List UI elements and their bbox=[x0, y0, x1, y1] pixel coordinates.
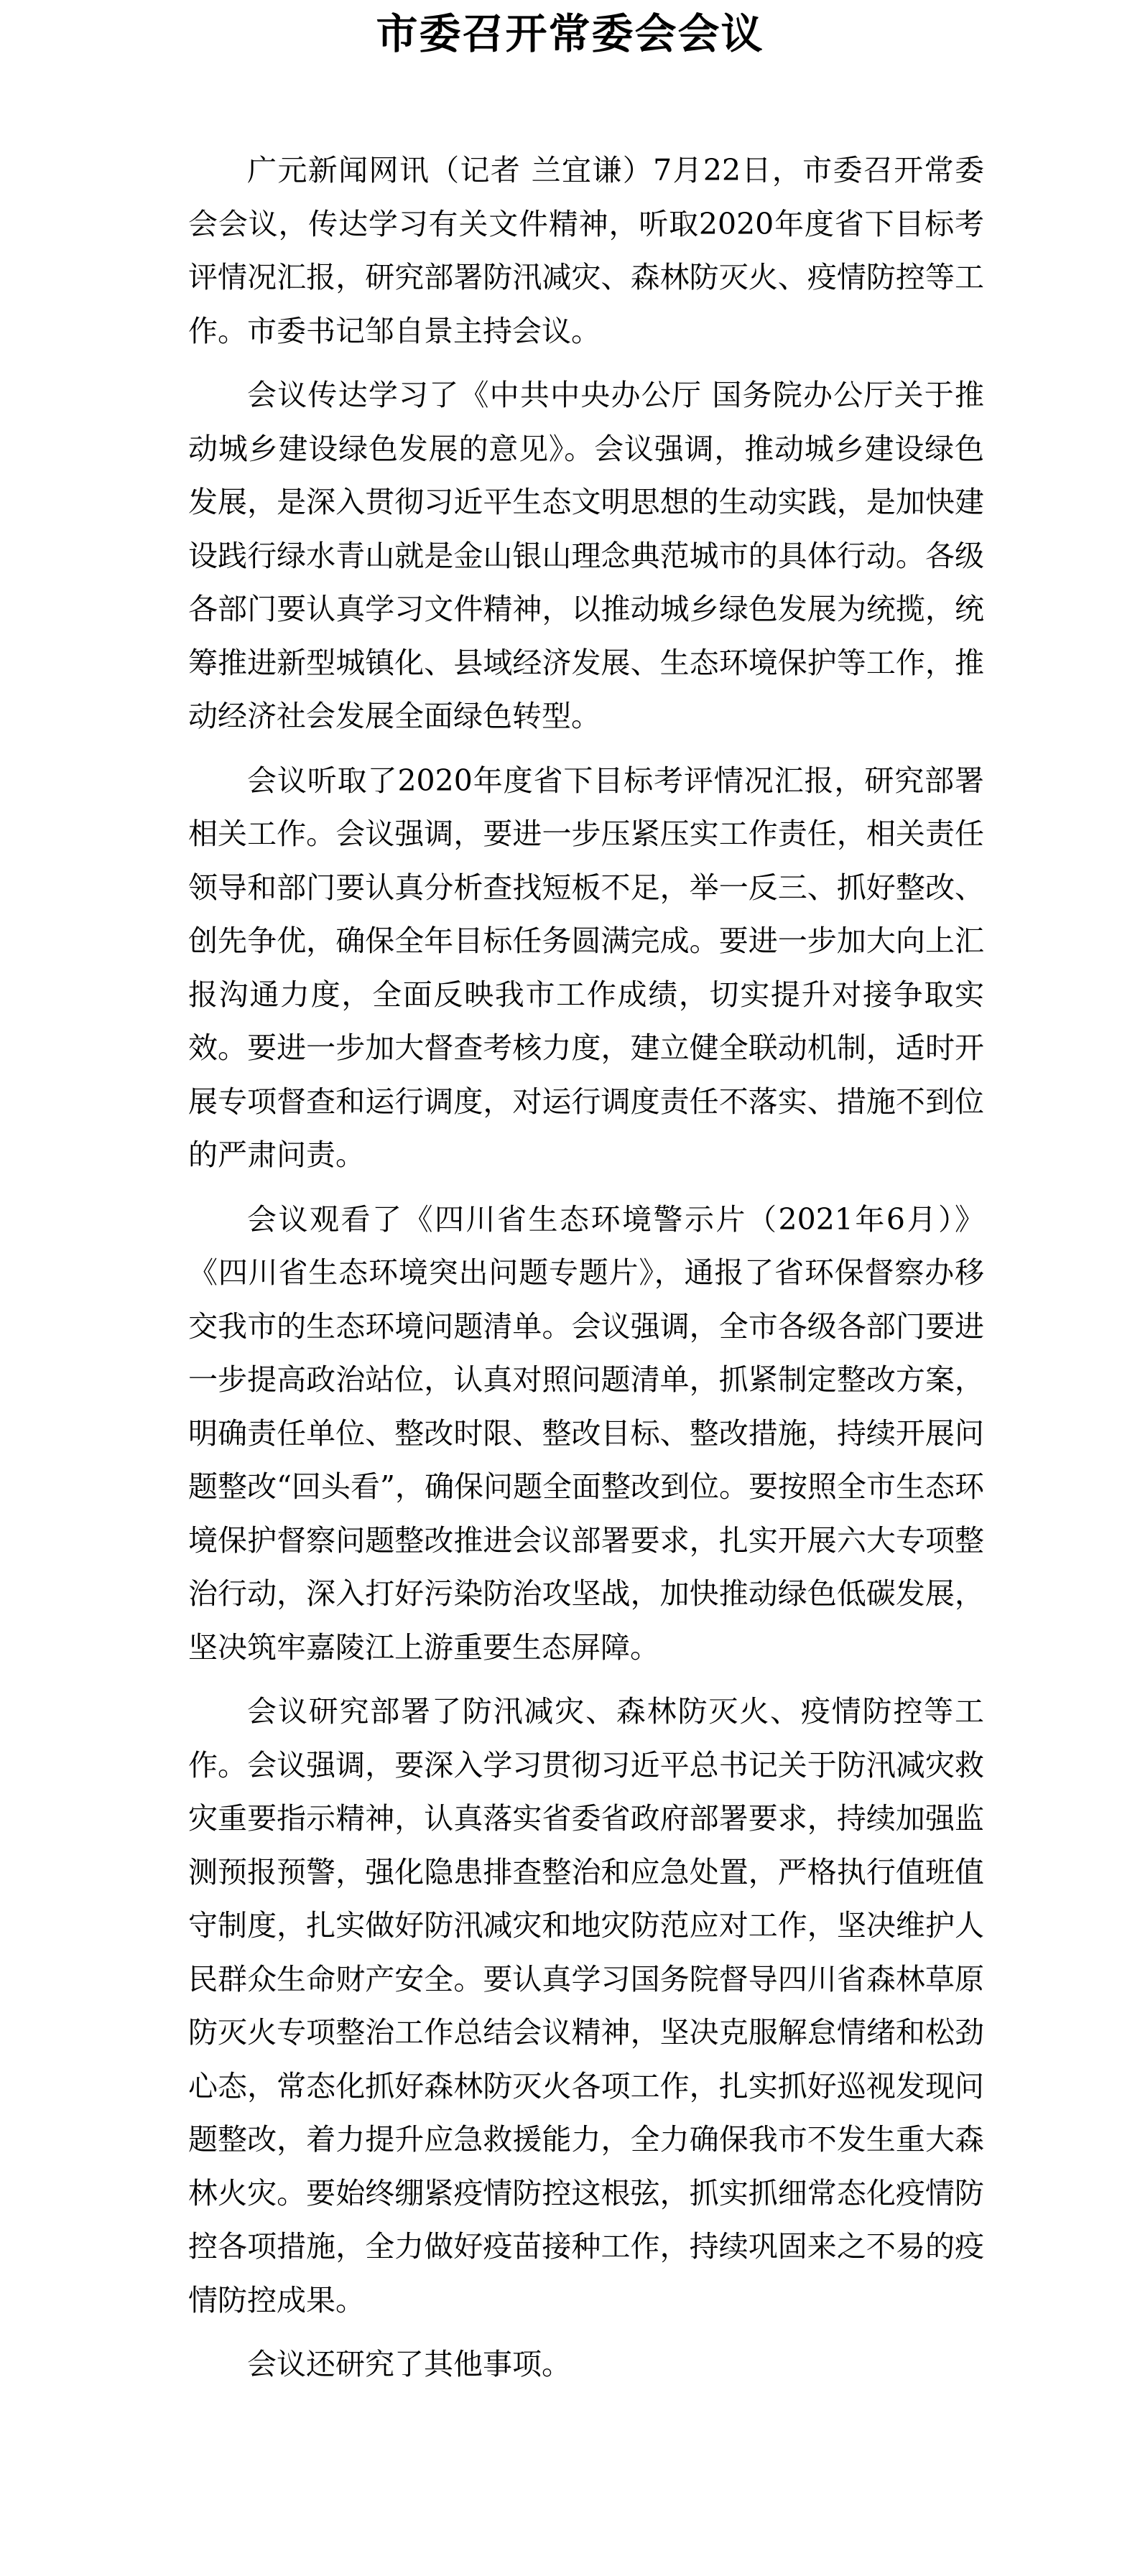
article-paragraph: 会议听取了2020年度省下目标考评情况汇报，研究部署相关工作。会议强调，要进一步压紧压实工作责任，相关责任领导和部门要认真分析查找短板不足，举一反三、抓好整改、创先争优，确保全年目标任务圆满完成。要进一步加大向上汇报沟通力度，全面反映我市工作成绩，切实提升对接争取实效。要进一步加大督查考核力度，建立健全联动机制，适时开展专项督查和运行调度，对运行调度责任不落实、措施不到位的严肃问责。 bbox=[188, 763, 984, 1172]
article-paragraph: 会议还研究了其他事项。 bbox=[247, 2347, 571, 2381]
article-title: 市委召开常委会会议 bbox=[376, 9, 764, 58]
article-paragraph: 广元新闻网讯（记者 兰宜谦）7月22日，市委召开常委会会议，传达学习有关文件精神，听取2020年度省下目标考评情况汇报，研究部署防汛减灾、森林防灭火、疫情防控等工作。市委书记邹自景主持会议。 bbox=[188, 153, 984, 348]
article-paragraph: 会议观看了《四川省生态环境警示片（2021年6月）》《四川省生态环境突出问题专题片》，通报了省环保督察办移交我市的生态环境问题清单。会议强调，全市各级各部门要进一步提高政治站位，认真对照问题清单，抓紧制定整改方案，明确责任单位、整改时限、整改目标、整改措施，持续开展问题整改“回头看”，确保问题全面整改到位。要按照全市生态环境保护督察问题整改推进会议部署要求，扎实开展六大专项整治行动，深入打好污染防治攻坚战，加快推动绿色低碳发展，坚决筑牢嘉陵江上游重要生态屏障。 bbox=[188, 1201, 984, 1665]
article-paragraph: 会议传达学习了《中共中央办公厅 国务院办公厅关于推动城乡建设绿色发展的意见》。会议强调，推动城乡建设绿色发展，是深入贯彻习近平生态文明思想的生动实践，是加快建设践行绿水青山就是金山银山理念典范城市的具体行动。各级各部门要认真学习文件精神，以推动城乡绿色发展为统揽，统筹推进新型城镇化、县域经济发展、生态环境保护等工作，推动经济社会发展全面绿色转型。 bbox=[188, 378, 984, 733]
article-body bbox=[188, 144, 984, 2402]
article-paragraph: 会议研究部署了防汛减灾、森林防灭火、疫情防控等工作。会议强调，要深入学习贯彻习近平总书记关于防汛减灾救灾重要指示精神，认真落实省委省政府部署要求，持续加强监测预报预警，强化隐患排查整治和应急处置，严格执行值班值守制度，扎实做好防汛减灾和地灾防范应对工作，坚决维护人民群众生命财产安全。要认真学习国务院督导四川省森林草原防灭火专项整治工作总结会议精神，坚决克服解怠情绪和松劲心态，常态化抓好森林防灭火各项工作，扎实抓好巡视发现问题整改，着力提升应急救援能力，全力确保我市不发生重大森林火灾。要始终绷紧疫情防控这根弦，抓实抓细常态化疫情防控各项措施，全力做好疫苗接种工作，持续巩固来之不易的疫情防控成果。 bbox=[188, 1694, 984, 2317]
